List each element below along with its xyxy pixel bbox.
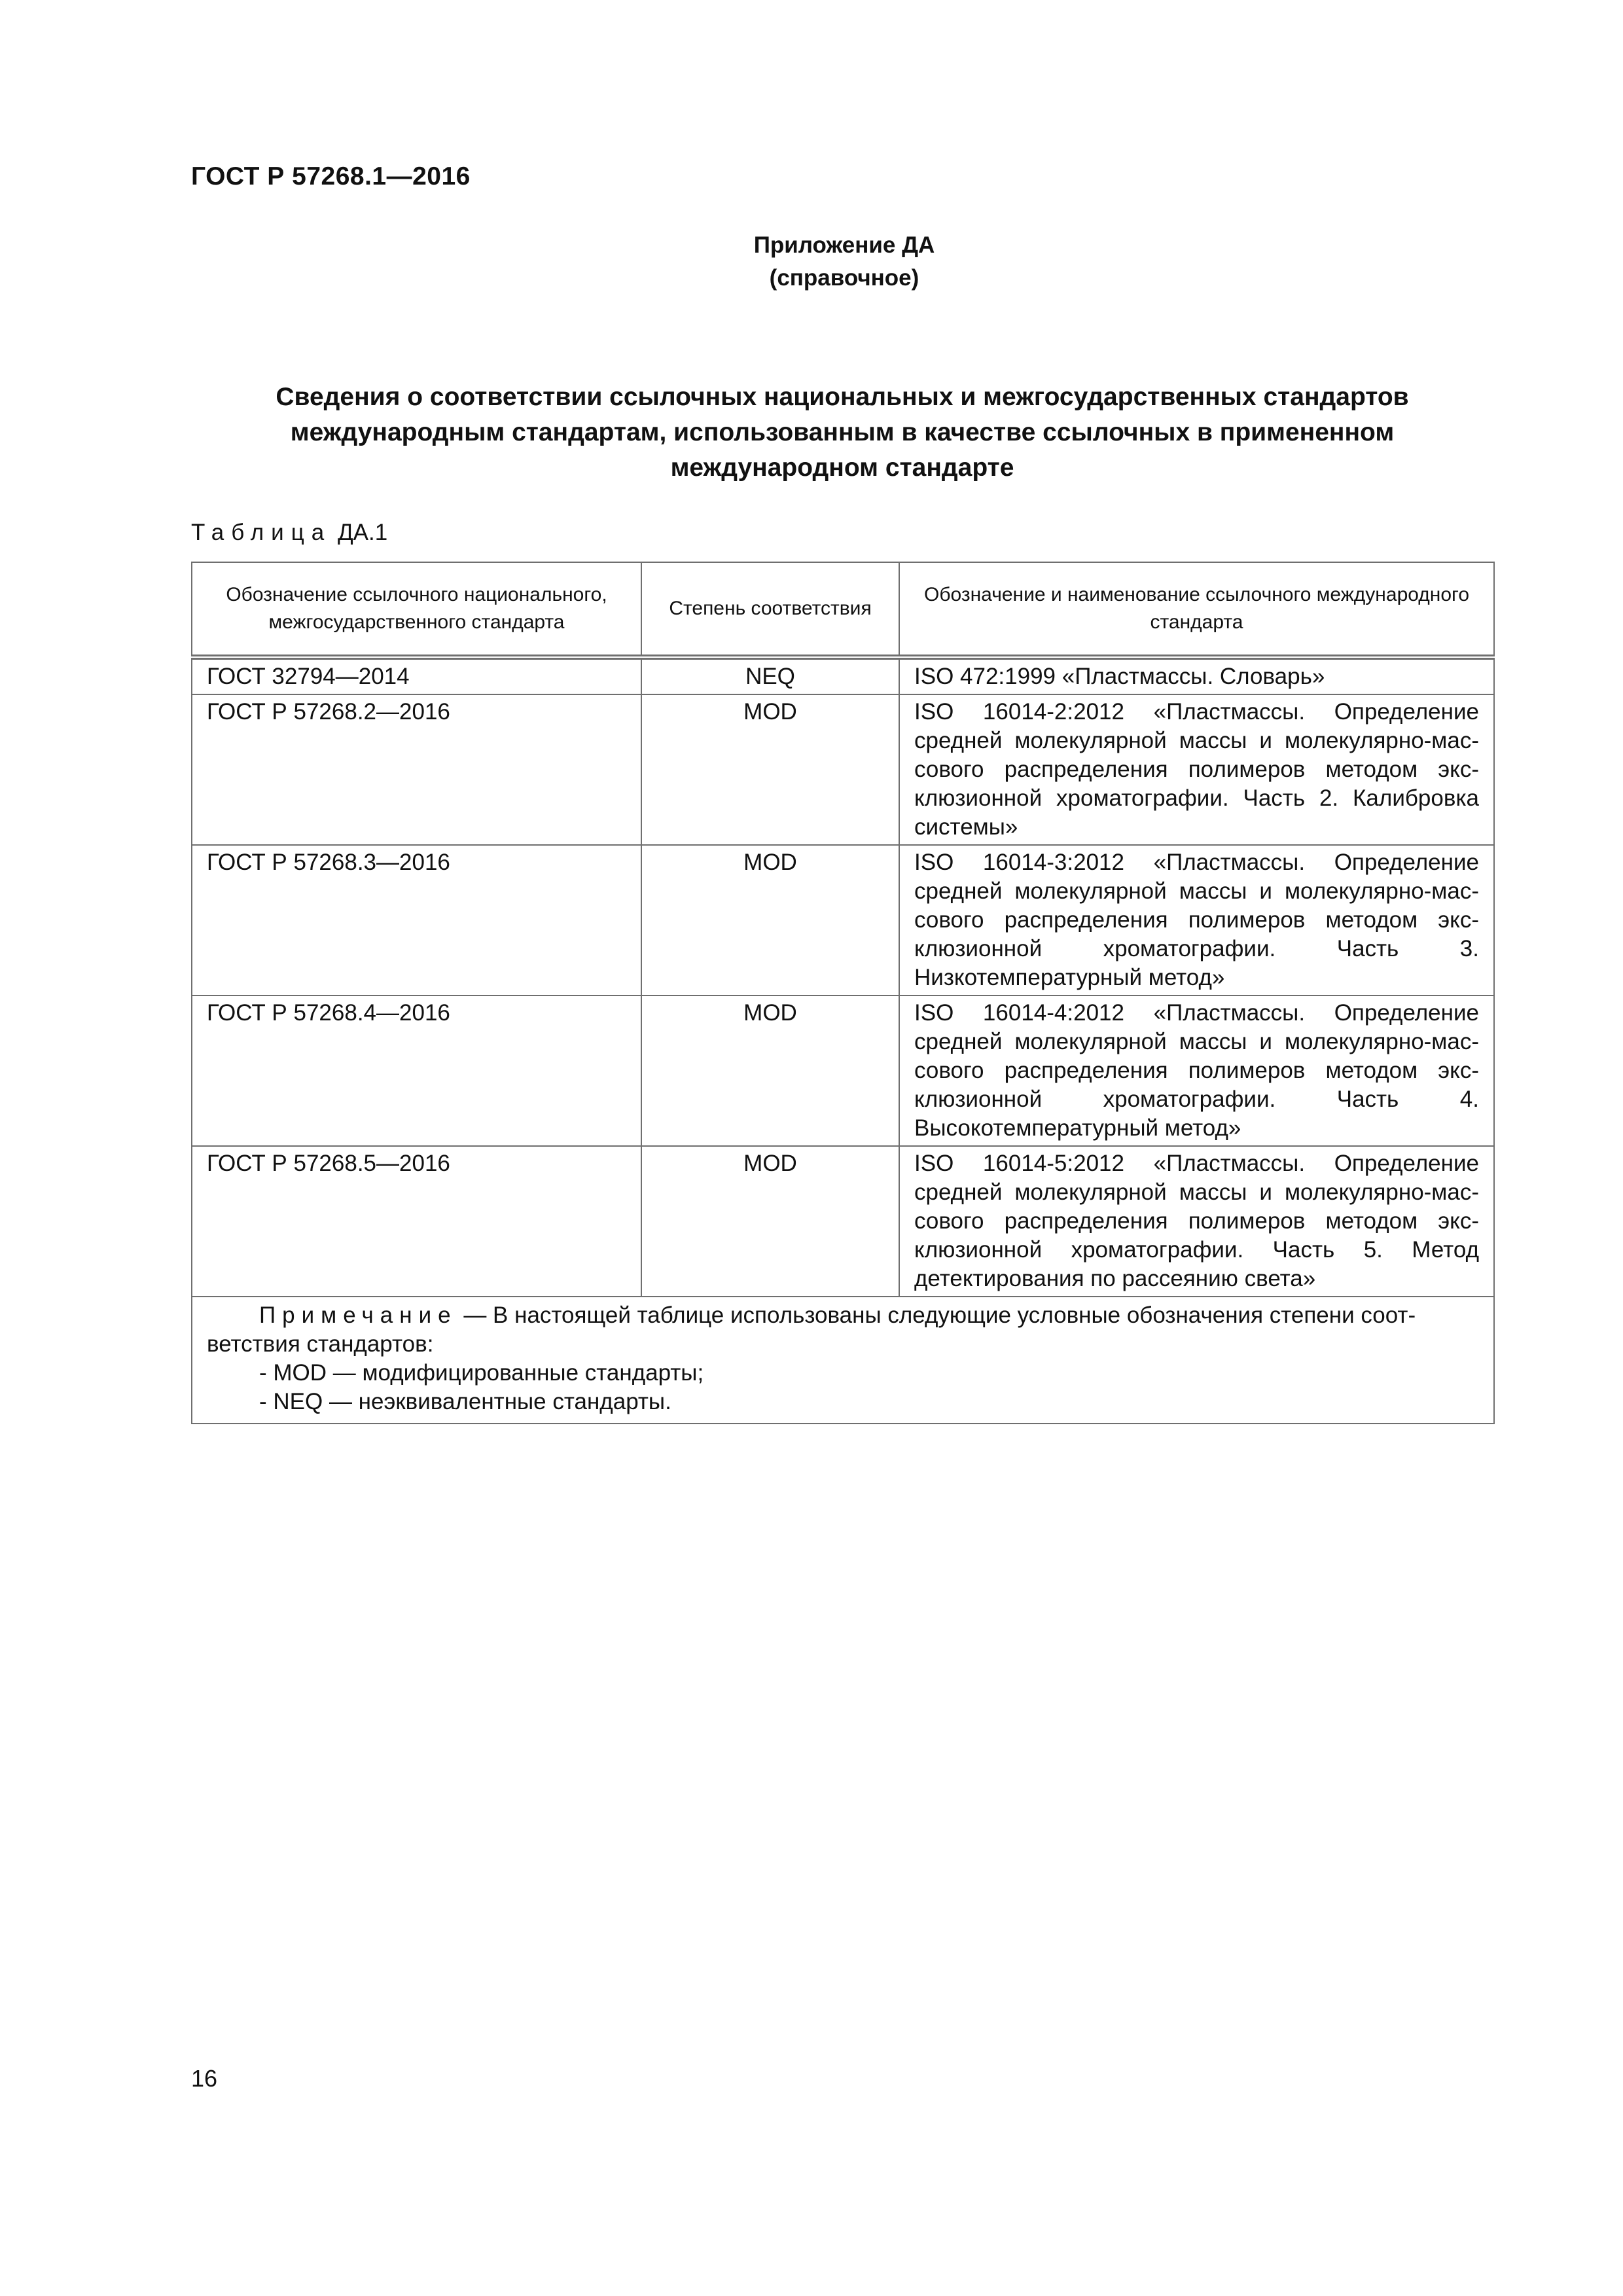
header-international-standard: Обозначение и наименование ссылочного международного стандарта: [899, 562, 1494, 657]
table-row: [192, 694, 1494, 845]
iso-line: клюзионной хроматографии. Часть 4.: [914, 1086, 1479, 1112]
header-degree: Степень соответствия: [641, 562, 899, 657]
national-standard-code: ГОСТ Р 57268.2—2016: [192, 694, 641, 845]
iso-line: клюзионной хроматографии. Часть 5. Метод: [914, 1237, 1479, 1263]
iso-line: ISO 16014-5:2012 «Пластмассы. Определение: [914, 1151, 1479, 1176]
heading-line: Сведения о соответствии ссылочных национальных и межгосударственных стандартов: [276, 383, 1409, 411]
degree-value: MOD: [641, 1146, 899, 1297]
note-label: Примечание: [259, 1302, 457, 1328]
international-standard: [899, 657, 1494, 694]
heading-line: международным стандартам, использованным в качестве ссылочных в примененном: [290, 418, 1395, 446]
table-row: [192, 1146, 1494, 1297]
iso-line: сового распределения полимеров методом экс-: [914, 757, 1479, 782]
page-number: 16: [191, 2065, 218, 2092]
note-item-mod: - MOD — модифицированные стандарты;: [259, 1360, 704, 1386]
note-first-line: [207, 1301, 1479, 1330]
iso-line: сового распределения полимеров методом экс-: [914, 907, 1479, 933]
iso-line: детектирования по рассеянию света»: [914, 1266, 1316, 1291]
national-standard-code: ГОСТ Р 57268.5—2016: [192, 1146, 641, 1297]
iso-line: системы»: [914, 814, 1018, 840]
iso-line: ISO 16014-3:2012 «Пластмассы. Определение: [914, 850, 1479, 875]
appendix-title: Приложение ДА: [753, 232, 935, 258]
degree-value: MOD: [641, 845, 899, 996]
section-heading: [191, 380, 1493, 486]
international-standard: [899, 845, 1494, 996]
national-standard-code: ГОСТ 32794—2014: [192, 657, 641, 694]
note-text-continuation: ветствия стандартов:: [207, 1331, 434, 1357]
heading-line: международном стандарте: [670, 454, 1014, 482]
note-text: — В настоящей таблице использованы следующие условные обозначения степени соот-: [457, 1302, 1416, 1328]
iso-line: клюзионной хроматографии. Часть 2. Калибровка: [914, 785, 1479, 811]
iso-line: ISO 472:1999 «Пластмассы. Словарь»: [914, 664, 1325, 689]
degree-value: MOD: [641, 694, 899, 845]
table-row: [192, 845, 1494, 996]
table-caption-number: ДА.1: [337, 520, 388, 545]
international-standard: [899, 996, 1494, 1146]
iso-line: средней молекулярной массы и молекулярно-мас-: [914, 728, 1479, 753]
standards-table: [191, 562, 1495, 1424]
iso-line: Высокотемпературный метод»: [914, 1115, 1241, 1141]
national-standard-code: ГОСТ Р 57268.3—2016: [192, 845, 641, 996]
iso-line: сового распределения полимеров методом экс-: [914, 1208, 1479, 1234]
table-note-row: [192, 1297, 1494, 1424]
national-standard-code: ГОСТ Р 57268.4—2016: [192, 996, 641, 1146]
iso-line: ISO 16014-4:2012 «Пластмассы. Определение: [914, 1000, 1479, 1026]
international-standard: [899, 694, 1494, 845]
iso-line: клюзионной хроматографии. Часть 3.: [914, 936, 1479, 961]
degree-value: NEQ: [641, 657, 899, 694]
iso-line: сового распределения полимеров методом экс-: [914, 1058, 1479, 1083]
header-national-standard: Обозначение ссылочного национального, межгосударственного стандарта: [192, 562, 641, 657]
note-item-neq: - NEQ — неэквивалентные стандарты.: [259, 1389, 671, 1414]
document-code: ГОСТ Р 57268.1—2016: [191, 162, 471, 190]
iso-line: средней молекулярной массы и молекулярно-мас-: [914, 1029, 1479, 1054]
iso-line: средней молекулярной массы и молекулярно-мас-: [914, 1179, 1479, 1205]
table-caption-label: Таблица: [191, 520, 332, 545]
table-header-row: [192, 562, 1494, 657]
degree-value: MOD: [641, 996, 899, 1146]
iso-line: средней молекулярной массы и молекулярно-мас-: [914, 878, 1479, 904]
iso-line: ISO 16014-2:2012 «Пластмассы. Определение: [914, 699, 1479, 725]
table-caption: [191, 520, 387, 546]
table-note: [192, 1297, 1494, 1424]
appendix-kind: (справочное): [769, 265, 919, 291]
international-standard: [899, 1146, 1494, 1297]
iso-line: Низкотемпературный метод»: [914, 965, 1225, 990]
table-row: [192, 996, 1494, 1146]
table-row: [192, 657, 1494, 694]
